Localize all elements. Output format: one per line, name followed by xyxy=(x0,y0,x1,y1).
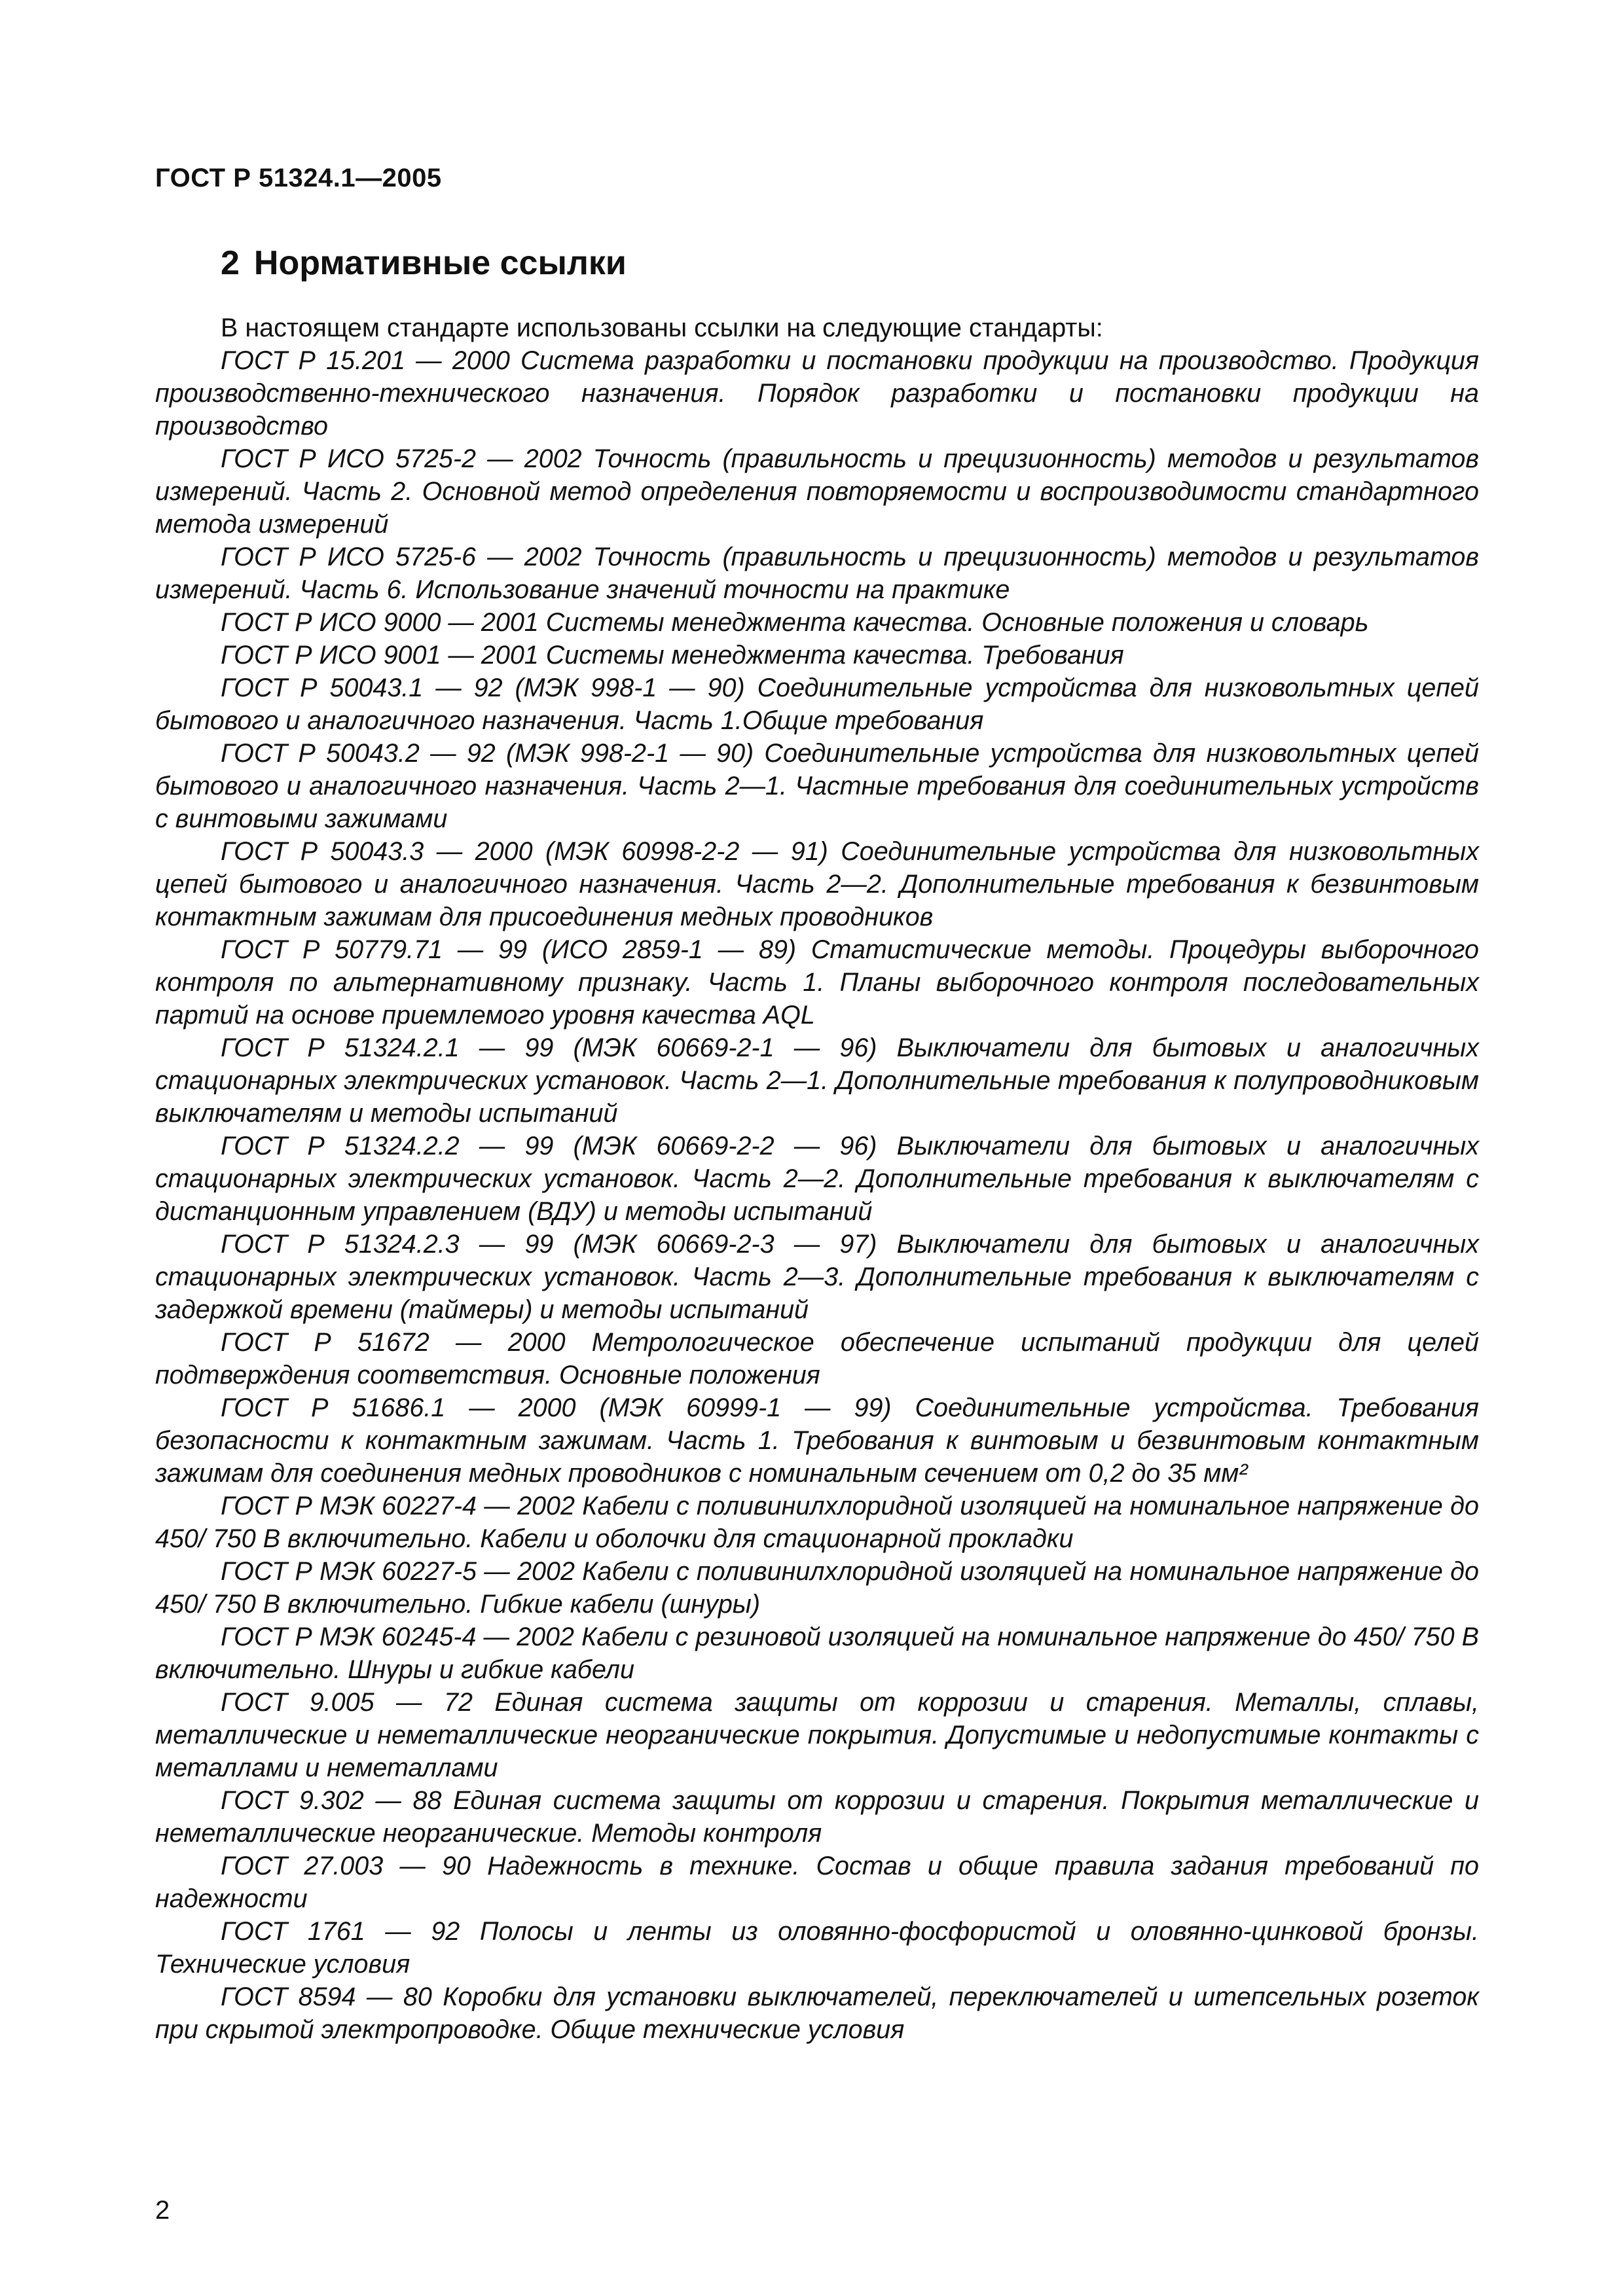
section-heading xyxy=(221,243,627,283)
reference-item: ГОСТ Р МЭК 60227-4 — 2002 Кабели с поливинилхлоридной изоляцией на номинальное напряжение до 450/ 750 В включительно. Кабели и оболочки для стационарной прокладки xyxy=(155,1492,1479,1553)
page-number: 2 xyxy=(155,2196,170,2225)
references-list xyxy=(155,312,1479,2046)
reference-item: ГОСТ Р МЭК 60227-5 — 2002 Кабели с поливинилхлоридной изоляцией на номинальное напряжение до 450/ 750 В включительно. Гибкие кабели (шнуры) xyxy=(155,1557,1479,1619)
reference-item: ГОСТ Р ИСО 5725-6 — 2002 Точность (правильность и прецизионность) методов и результатов измерений. Часть 6. Использование значений точности на практике xyxy=(155,543,1479,604)
document-code: ГОСТ Р 51324.1—2005 xyxy=(155,164,442,192)
section-number: 2 xyxy=(221,244,240,282)
reference-item: ГОСТ Р 50043.2 — 92 (МЭК 998-2-1 — 90) Соединительные устройства для низковольтных цепей бытового и аналогичного назначения. Часть 2—1. Частные требования для соединительных устройств с винтовыми зажимами xyxy=(155,739,1479,833)
reference-item: ГОСТ Р МЭК 60245-4 — 2002 Кабели с резиновой изоляцией на номинальное напряжение до 450/ 750 В включительно. Шнуры и гибкие кабели xyxy=(155,1623,1479,1684)
reference-item: ГОСТ 8594 — 80 Коробки для установки выключателей, переключателей и штепсельных розеток при скрытой электропроводке. Общие технические условия xyxy=(155,1982,1479,2044)
reference-item: ГОСТ Р ИСО 5725-2 — 2002 Точность (правильность и прецизионность) методов и результатов измерений. Часть 2. Основной метод определения повторяемости и воспроизводимости стандартного метода измерений xyxy=(155,444,1479,539)
reference-item: ГОСТ 9.302 — 88 Единая система защиты от коррозии и старения. Покрытия металлические и неметаллические неорганические. Методы контроля xyxy=(155,1786,1479,1848)
intro-paragraph: В настоящем стандарте использованы ссылки на следующие стандарты: xyxy=(221,314,1103,342)
reference-item: ГОСТ Р 51672 — 2000 Метрологическое обеспечение испытаний продукции для целей подтверждения соответствия. Основные положения xyxy=(155,1328,1479,1390)
reference-item: ГОСТ Р 50779.71 — 99 (ИСО 2859-1 — 89) Статистические методы. Процедуры выборочного контроля по альтернативному признаку. Часть 1. Планы выборочного контроля последовательных партий на основе приемлемого уровня качества AQL xyxy=(155,935,1479,1030)
section-title: Нормативные ссылки xyxy=(253,244,627,282)
reference-item: ГОСТ Р 50043.3 — 2000 (МЭК 60998-2-2 — 91) Соединительные устройства для низковольтных цепей бытового и аналогичного назначения. Часть 2—2. Дополнительные требования к безвинтовым контактным зажимам для присоединения медных проводников xyxy=(155,837,1479,931)
reference-item: ГОСТ Р 51324.2.3 — 99 (МЭК 60669-2-3 — 97) Выключатели для бытовых и аналогичных стационарных электрических установок. Часть 2—3. Дополнительные требования к выключателям с задержкой времени (таймеры) и методы испытаний xyxy=(155,1230,1479,1324)
reference-item: ГОСТ Р ИСО 9000 — 2001 Системы менеджмента качества. Основные положения и словарь xyxy=(221,608,1369,637)
reference-item: ГОСТ Р ИСО 9001 — 2001 Системы менеджмента качества. Требования xyxy=(221,641,1124,670)
reference-item: ГОСТ Р 51324.2.2 — 99 (МЭК 60669-2-2 — 96) Выключатели для бытовых и аналогичных стационарных электрических установок. Часть 2—2. Дополнительные требования к выключателям с дистанционным управлением (ВДУ) и методы испытаний xyxy=(155,1132,1479,1226)
reference-item: ГОСТ Р 15.201 — 2000 Система разработки и постановки продукции на производство. Продукция производственно-технического назначения. Порядок разработки и постановки продукции на производство xyxy=(155,346,1479,440)
reference-item: ГОСТ 9.005 — 72 Единая система защиты от коррозии и старения. Металлы, сплавы, металлические и неметаллические неорганические покрытия. Допустимые и недопустимые контакты с металлами и неметаллами xyxy=(155,1688,1479,1782)
reference-item: ГОСТ Р 51686.1 — 2000 (МЭК 60999-1 — 99) Соединительные устройства. Требования безопасности к контактным зажимам. Часть 1. Требования к винтовым и безвинтовым контактным зажимам для соединения медных проводников с номинальным сечением от 0,2 до 35 мм² xyxy=(155,1393,1479,1488)
reference-item: ГОСТ 1761 — 92 Полосы и ленты из оловянно-фосфористой и оловянно-цинковой бронзы. Технические условия xyxy=(155,1917,1479,1979)
reference-item: ГОСТ Р 50043.1 — 92 (МЭК 998-1 — 90) Соединительные устройства для низковольтных цепей бытового и аналогичного назначения. Часть 1.Общие требования xyxy=(155,673,1479,735)
reference-item: ГОСТ 27.003 — 90 Надежность в технике. Состав и общие правила задания требований по надежности xyxy=(155,1852,1479,1913)
reference-item: ГОСТ Р 51324.2.1 — 99 (МЭК 60669-2-1 — 96) Выключатели для бытовых и аналогичных стационарных электрических установок. Часть 2—1. Дополнительные требования к полупроводниковым выключателям и методы испытаний xyxy=(155,1033,1479,1128)
